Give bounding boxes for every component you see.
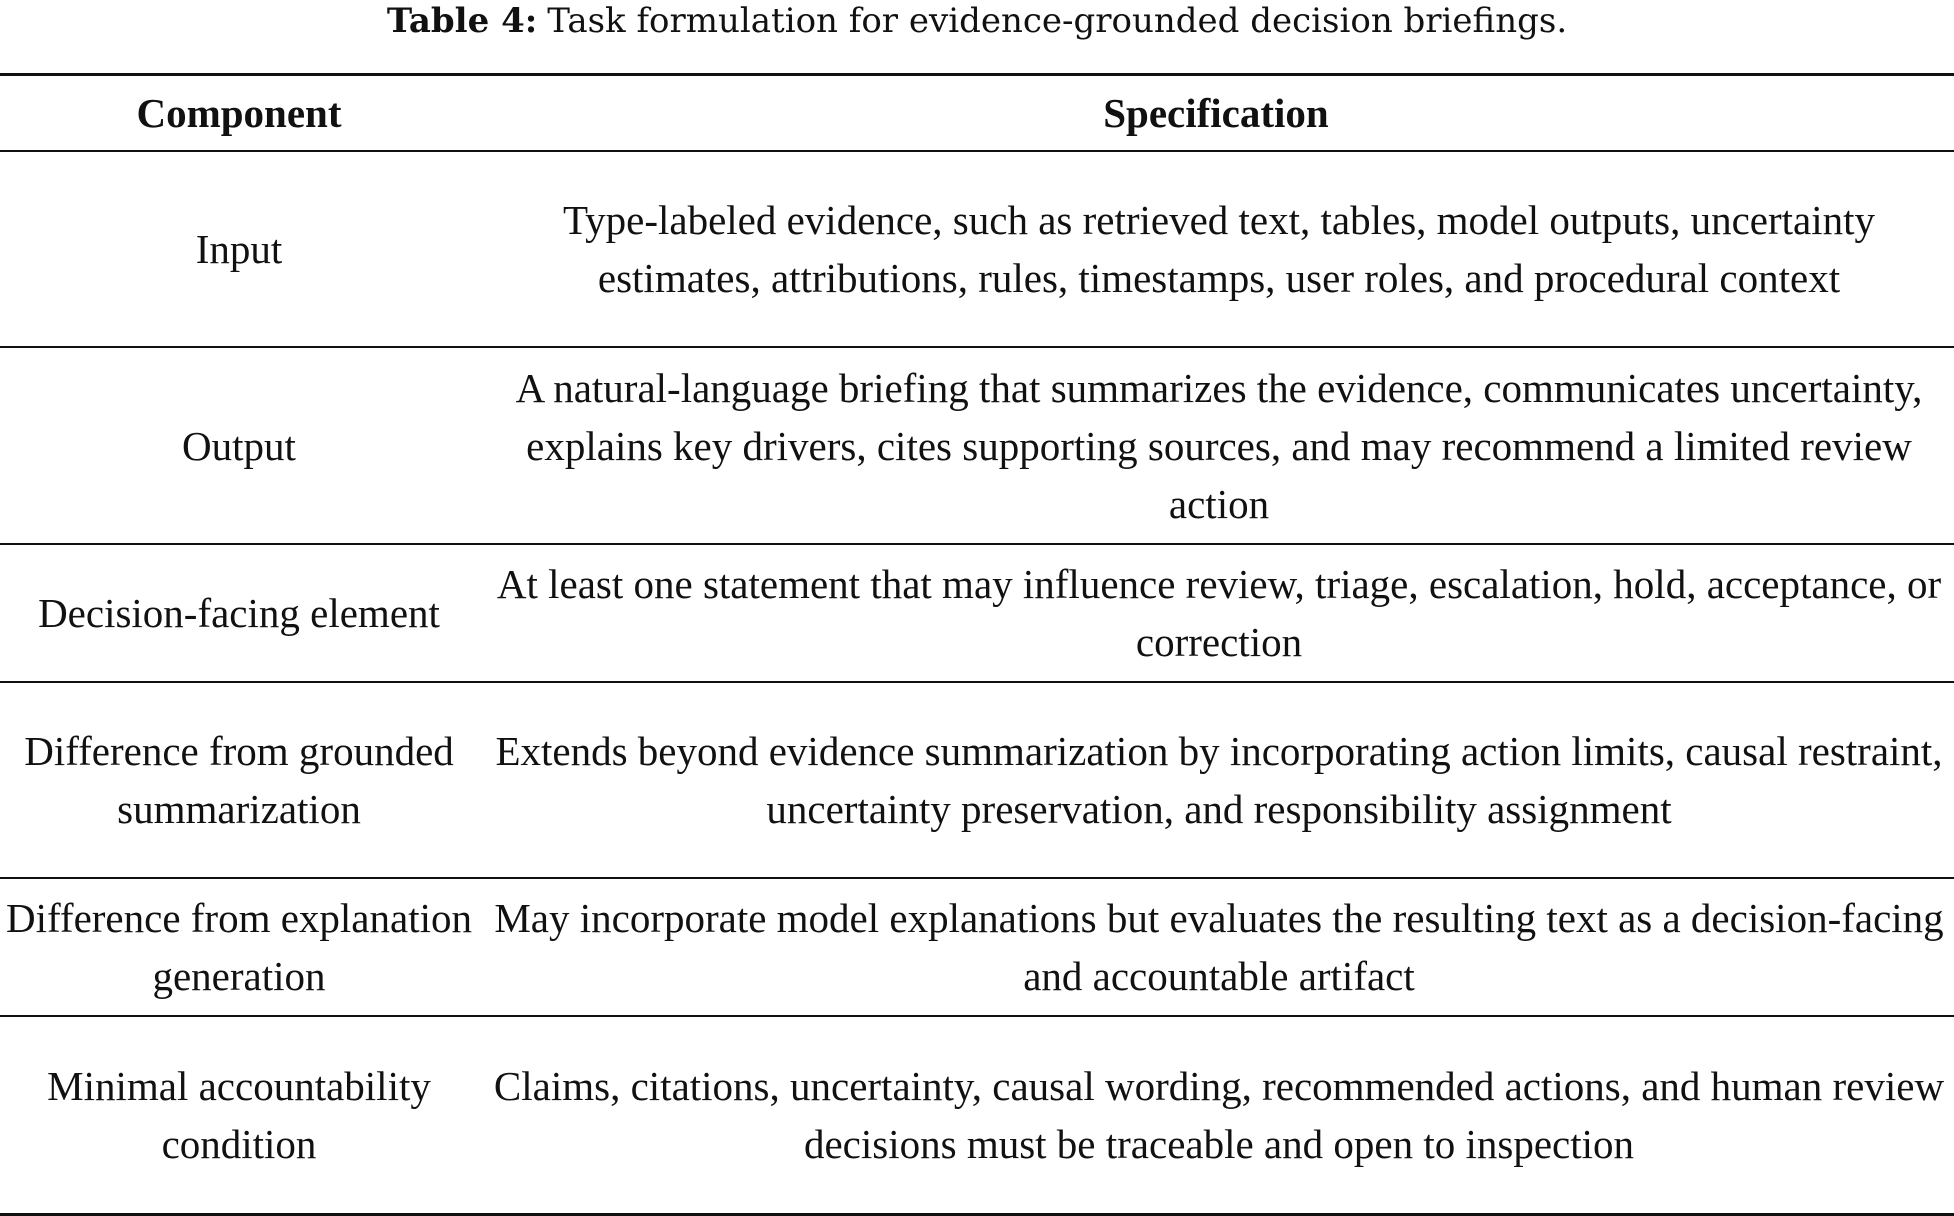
table-row — [0, 878, 1954, 1016]
specification-cell — [478, 682, 1954, 878]
component-text: Difference from grounded summarization — [24, 728, 454, 832]
component-cell — [0, 544, 478, 682]
specification-cell — [478, 544, 1954, 682]
specification-cell — [478, 878, 1954, 1016]
specification-text: At least one statement that may influence review, triage, escalation, hold, acceptance, or correction — [496, 561, 1942, 665]
component-text: Input — [195, 226, 283, 272]
specification-text: Claims, citations, uncertainty, causal wording, recommended actions, and human review decisions must be traceable and open to inspection — [493, 1063, 1945, 1167]
table-caption — [0, 0, 1954, 45]
specification-text: May incorporate model explanations but evaluates the resulting text as a decision-facing and accountable artifact — [494, 895, 1944, 999]
component-text: Output — [182, 422, 296, 469]
specification-text: Type-labeled evidence, such as retrieved text, tables, model outputs, uncertainty estimates, attributions, rules, timestamps, user roles, and procedural context — [562, 197, 1876, 301]
table-row — [0, 682, 1954, 878]
component-cell — [0, 1016, 478, 1215]
component-cell — [0, 878, 478, 1016]
specification-text: A natural-language briefing that summarizes the evidence, communicates uncertainty, explains key drivers, cites supporting sources, and may recommend a limited review action — [515, 364, 1923, 527]
specification-cell — [478, 1016, 1954, 1215]
task-formulation-table — [0, 73, 1954, 1216]
table-caption-label: Table 4: — [386, 1, 538, 41]
table-row — [0, 1016, 1954, 1215]
component-text: Difference from explanation generation — [6, 895, 472, 999]
component-cell — [0, 347, 478, 544]
specification-cell — [478, 347, 1954, 544]
table-row — [0, 347, 1954, 544]
specification-cell — [478, 151, 1954, 347]
header-component: Component — [0, 75, 478, 152]
table-row — [0, 151, 1954, 347]
header-specification: Specification — [478, 75, 1954, 152]
table-row — [0, 544, 1954, 682]
table-caption-text: Task formulation for evidence-grounded decision briefings. — [547, 1, 1568, 41]
specification-text: Extends beyond evidence summarization by incorporating action limits, causal restraint, uncertainty preservation, and responsibility assignment — [495, 728, 1943, 832]
component-cell — [0, 151, 478, 347]
table-header-row — [0, 75, 1954, 152]
component-cell — [0, 682, 478, 878]
component-text: Decision-facing element — [38, 590, 440, 636]
component-text: Minimal accountability condition — [47, 1063, 431, 1167]
